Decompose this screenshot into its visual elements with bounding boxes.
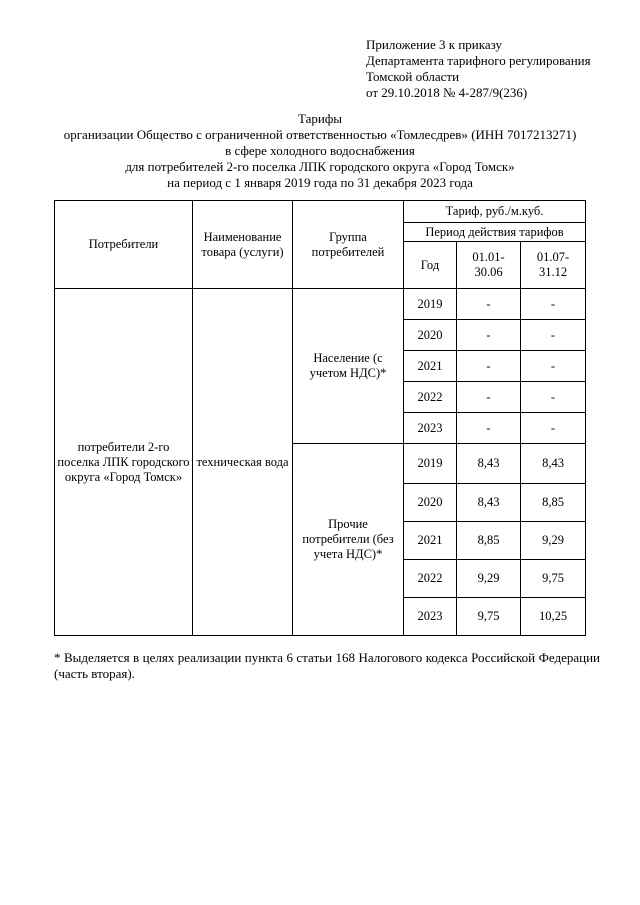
year-cell: 2019 (404, 444, 457, 484)
appendix-line: Приложение 3 к приказу (366, 37, 503, 52)
consumer-cell: потребители 2-го поселка ЛПК городского округа «Город Томск» (55, 289, 193, 636)
tariff-value: - (457, 351, 521, 382)
appendix-reference (366, 37, 591, 101)
tariff-value: - (457, 289, 521, 320)
tariff-value: 9,75 (457, 598, 521, 636)
group-cell: Население (с учетом НДС)* (293, 289, 404, 444)
title-line: для потребителей 2-го поселка ЛПК городского округа «Город Томск» (125, 159, 515, 174)
year-cell: 2019 (404, 289, 457, 320)
title-line: Тарифы (297, 111, 342, 126)
footnote: * Выделяется в целях реализации пункта 6 статьи 168 Налогового кодекса Российской Федерации (часть вторая). (54, 650, 600, 681)
tariff-value: 9,29 (521, 522, 586, 560)
tariff-value: - (521, 320, 586, 351)
tariff-value: - (457, 320, 521, 351)
product-cell: техническая вода (193, 289, 293, 636)
tariff-value: - (457, 382, 521, 413)
year-cell: 2023 (404, 598, 457, 636)
appendix-line: от 29.10.2018 № 4-287/9(236) (366, 85, 528, 100)
tariff-value: 8,43 (457, 444, 521, 484)
year-cell: 2022 (404, 560, 457, 598)
header-group: Группа потребителей (293, 201, 404, 289)
tariff-value: 8,85 (521, 484, 586, 522)
tariff-value: - (521, 351, 586, 382)
tariff-value: - (521, 289, 586, 320)
header-half2: 01.07-31.12 (521, 242, 586, 289)
header-consumers: Потребители (55, 201, 193, 289)
header-period: Период действия тарифов (404, 223, 586, 242)
title-line: в сфере холодного водоснабжения (225, 143, 415, 158)
tariff-value: 8,85 (457, 522, 521, 560)
year-cell: 2022 (404, 382, 457, 413)
tariff-value: - (457, 413, 521, 444)
tariff-value: 9,75 (521, 560, 586, 598)
year-cell: 2020 (404, 484, 457, 522)
year-cell: 2021 (404, 522, 457, 560)
group-cell: Прочие потребители (без учета НДС)* (293, 444, 404, 636)
header-year: Год (404, 242, 457, 289)
tariff-value: 9,29 (457, 560, 521, 598)
year-cell: 2020 (404, 320, 457, 351)
header-product: Наименование товара (услуги) (193, 201, 293, 289)
tariff-value: 10,25 (521, 598, 586, 636)
tariff-value: - (521, 382, 586, 413)
appendix-line: Департамента тарифного регулирования (366, 53, 591, 68)
tariff-value: 8,43 (457, 484, 521, 522)
title-line: организации Общество с ограниченной ответственностью «Томлесдрев» (ИНН 7017213271) (63, 127, 577, 142)
table-row (55, 289, 586, 320)
header-tariff: Тариф, руб./м.куб. (404, 201, 586, 223)
tariff-value: - (521, 413, 586, 444)
tariff-value: 8,43 (521, 444, 586, 484)
header-half1: 01.01-30.06 (457, 242, 521, 289)
year-cell: 2023 (404, 413, 457, 444)
document-title (0, 111, 640, 191)
title-line: на период с 1 января 2019 года по 31 декабря 2023 года (167, 175, 473, 190)
year-cell: 2021 (404, 351, 457, 382)
appendix-line: Томской области (366, 69, 460, 84)
tariff-table (54, 200, 586, 636)
